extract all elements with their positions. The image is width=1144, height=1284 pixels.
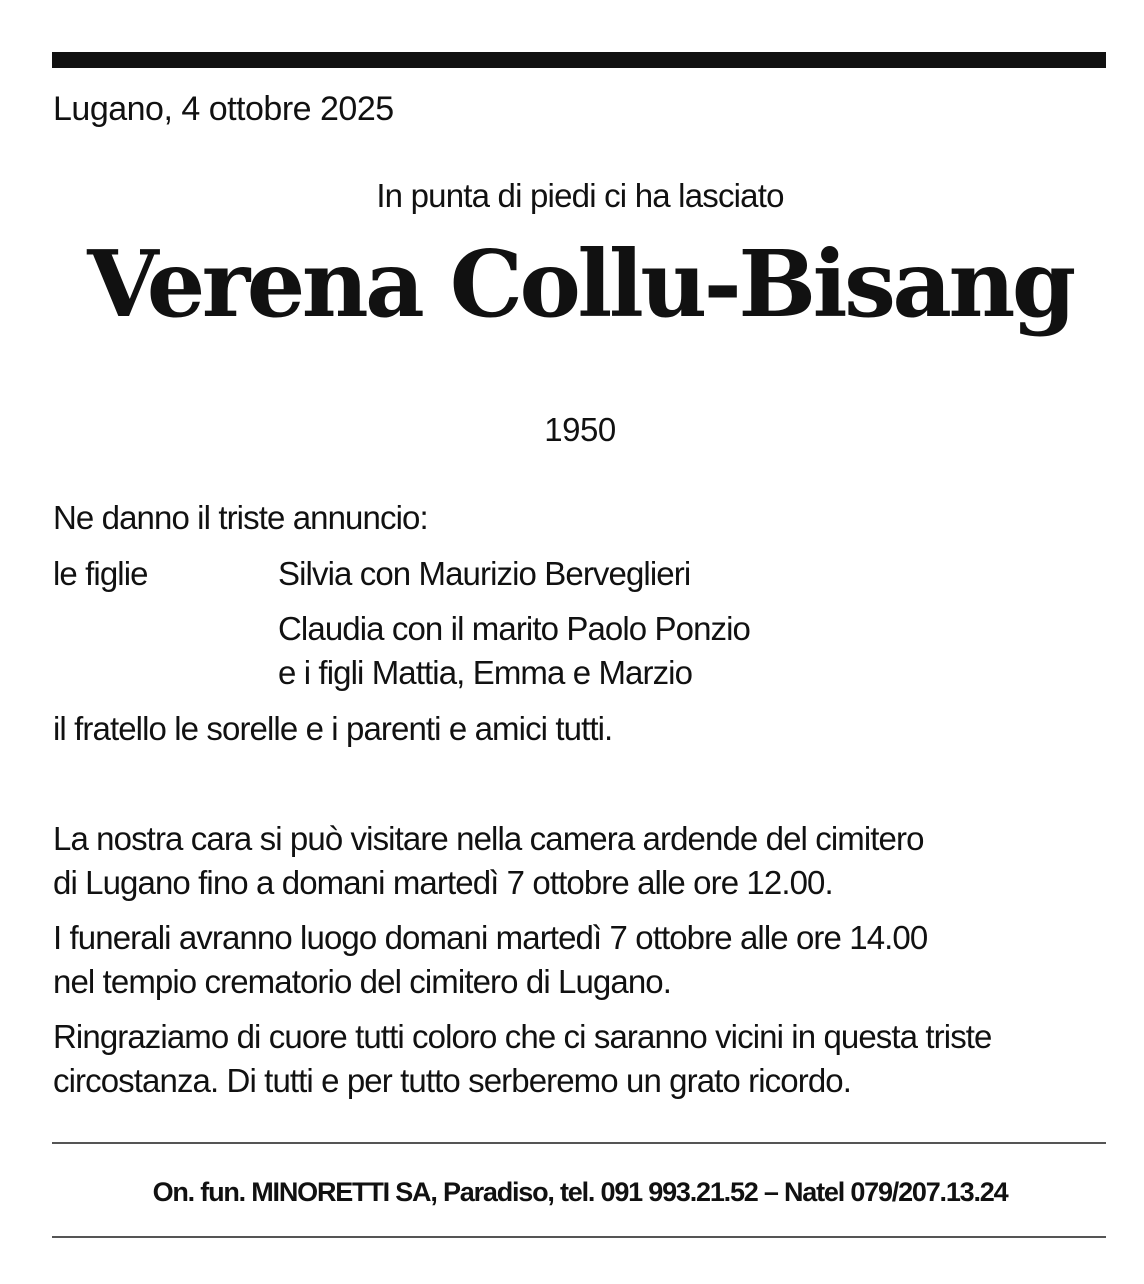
other-relatives: il fratello le sorelle e i parenti e amici tutti.	[53, 710, 613, 747]
funeral-line-2: nel tempio crematorio del cimitero di Lugano.	[53, 963, 672, 1000]
deceased-name: Verena Collu-Bisang	[87, 230, 1073, 338]
place-date: Lugano, 4 ottobre 2025	[53, 90, 394, 128]
funeral-home-info: On. fun. MINORETTI SA, Paradiso, tel. 091 993.21.52 – Natel 079/207.13.24	[152, 1177, 1008, 1207]
top-rule	[52, 52, 1106, 68]
daughter-1: Silvia con Maurizio Berveglieri	[278, 555, 691, 592]
footer-bottom-rule	[52, 1236, 1106, 1238]
footer-top-rule	[52, 1142, 1106, 1144]
thanks-line-1: Ringraziamo di cuore tutti coloro che ci saranno vicini in questa triste	[53, 1018, 992, 1055]
mourners-heading: Ne danno il triste annuncio:	[53, 499, 428, 536]
visit-line-2: di Lugano fino a domani martedì 7 ottobre alle ore 12.00.	[53, 864, 833, 901]
daughter-2-line-2: e i figli Mattia, Emma e Marzio	[278, 654, 693, 691]
birth-year: 1950	[544, 411, 616, 448]
intro-line: In punta di piedi ci ha lasciato	[376, 177, 784, 214]
daughters-label: le figlie	[53, 555, 148, 592]
thanks-line-2: circostanza. Di tutti e per tutto serberemo un grato ricordo.	[53, 1062, 851, 1099]
visit-line-1: La nostra cara si può visitare nella camera ardende del cimitero	[53, 820, 924, 857]
daughter-2-line-1: Claudia con il marito Paolo Ponzio	[278, 610, 751, 647]
funeral-line-1: I funerali avranno luogo domani martedì 7 ottobre alle ore 14.00	[53, 919, 928, 956]
